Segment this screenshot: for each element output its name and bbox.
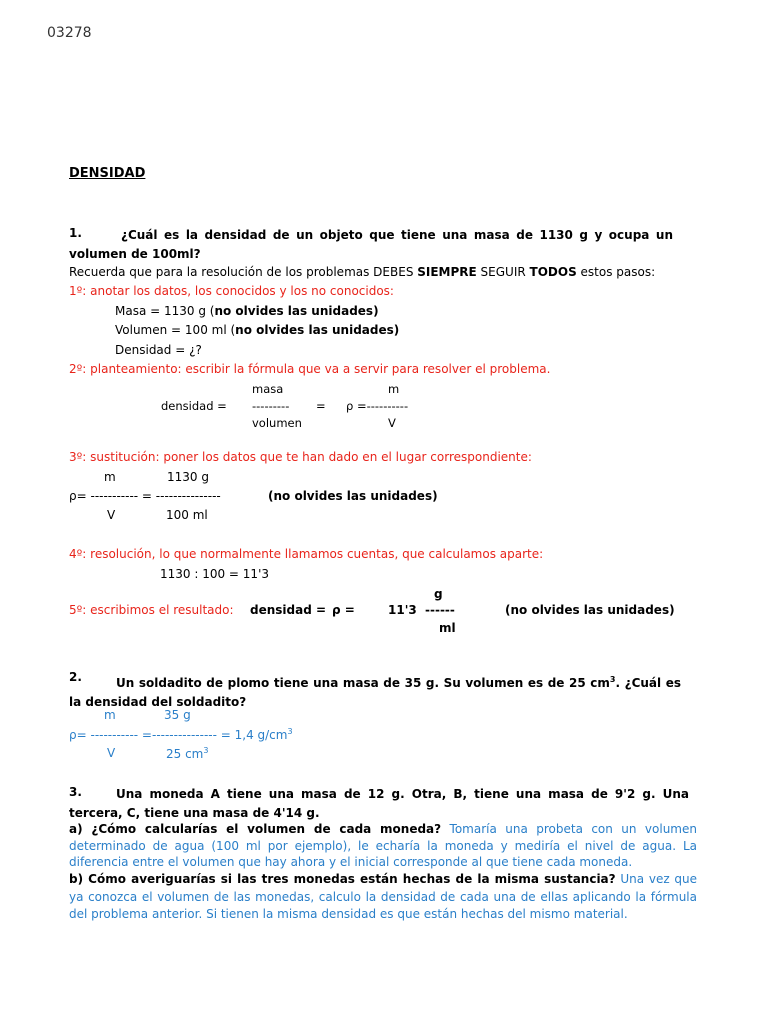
q1-question: ¿Cuál es la densidad de un objeto que tiene una masa de 1130 g y ocupa un volumen de 100ml? <box>69 228 673 261</box>
step3-label: 3º: sustitución: poner los datos que te han dado en el lugar correspondiente: <box>69 450 532 464</box>
sub-100: 100 ml <box>166 508 208 522</box>
result-densidad: densidad = <box>250 603 327 617</box>
sub-1130: 1130 g <box>167 470 209 484</box>
calculation: 1130 : 100 = 11'3 <box>160 567 270 581</box>
q3-question: Una moneda A tiene una masa de 12 g. Otra, B, tiene una masa de 9'2 g. Una tercera, C, tiene una masa de 4'14 g. <box>69 787 689 820</box>
result-fraction-line: ------ <box>425 603 455 617</box>
q3-b-answer: Una vez que ya conozca el volumen de las monedas, calculo la densidad de cada una de ellas aplicando la fórmula del problema anterior. Si tienen la misma densidad es que están hechas del mismo material. <box>69 872 697 921</box>
step4-label: 4º: resolución, lo que normalmente llamamos cuentas, que calculamos aparte: <box>69 547 544 561</box>
q2-v: V <box>107 746 116 760</box>
formula-densidad: densidad = <box>161 399 227 413</box>
step1-label: 1º: anotar los datos, los conocidos y los no conocidos: <box>69 284 394 298</box>
sub-units-note: (no olvides las unidades) <box>268 489 438 503</box>
q2-35g: 35 g <box>164 708 191 722</box>
result-g: g <box>434 587 443 601</box>
q2-m: m <box>104 708 116 722</box>
intro-text-a: Recuerda que para la resolución de los problemas DEBES <box>69 265 418 279</box>
step2-label: 2º: planteamiento: escribir la fórmula que va a servir para resolver el problema. <box>69 362 551 376</box>
sub-v: V <box>107 508 116 522</box>
masa-line <box>115 304 379 318</box>
q2-25cm-sup: 3 <box>203 746 209 755</box>
volumen-text: Volumen = 100 ml ( <box>115 323 236 337</box>
formula-m: m <box>388 382 400 396</box>
intro-siempre: SIEMPRE <box>417 265 477 279</box>
formula-rho: ρ =---------- <box>346 399 409 413</box>
q2-25cm <box>166 746 208 761</box>
q2-question <box>69 670 681 712</box>
q2-text-a: Un soldadito de plomo tiene una masa de 35 g. Su volumen es de 25 cm <box>116 676 610 690</box>
page-title: DENSIDAD <box>69 166 146 181</box>
volumen-units-note: no olvides las unidades) <box>235 323 400 337</box>
intro-todos: TODOS <box>529 265 577 279</box>
q3-part-b <box>69 871 697 924</box>
q1-intro <box>69 265 655 279</box>
q3-b-question: b) Cómo averiguarías si las tres monedas están hechas de la misma sustancia? <box>69 872 616 886</box>
q3-number: 3. <box>69 785 82 799</box>
q3-part-a <box>69 821 697 871</box>
masa-units-note: no olvides las unidades) <box>214 304 379 318</box>
q2-equation-text: ρ= ----------- =--------------- = 1,4 g/cm <box>69 728 288 742</box>
q2-text-b: . ¿Cuál es la densidad del soldadito? <box>69 676 681 709</box>
densidad-unknown: Densidad = ¿? <box>115 343 202 357</box>
formula-equals: = <box>316 399 326 413</box>
formula-volumen: volumen <box>252 416 302 430</box>
masa-text: Masa = 1130 g ( <box>115 304 215 318</box>
q3-a-answer: Tomaría una probeta con un volumen determinado de agua (100 ml por ejemplo), le echaría la moneda y mediría el nivel de agua. La diferencia entre el volumen que hay ahora y el inicial corresponde al que tiene cada moneda. <box>69 822 697 870</box>
formula-masa: masa <box>252 382 284 396</box>
document-id: 03278 <box>47 25 92 41</box>
result-value: 11'3 <box>388 603 417 617</box>
sub-m: m <box>104 470 116 484</box>
result-units-note: (no olvides las unidades) <box>505 603 675 617</box>
step5-label: 5º: escribimos el resultado: <box>69 603 234 617</box>
formula-v: V <box>388 416 396 430</box>
intro-text-c: estos pasos: <box>576 265 656 279</box>
q2-equation-sup: 3 <box>287 727 293 736</box>
q2-text-sup: 3 <box>609 675 616 684</box>
result-rho: ρ = <box>332 603 355 617</box>
intro-text-b: SEGUIR <box>476 265 530 279</box>
q2-25cm-text: 25 cm <box>166 747 204 761</box>
formula-fraction-line: --------- <box>252 399 290 413</box>
q3-a-question: a) ¿Cómo calcularías el volumen de cada moneda? <box>69 822 442 836</box>
q2-number: 2. <box>69 670 82 684</box>
volumen-line <box>115 323 399 337</box>
sub-rho-line: ρ= ----------- = --------------- <box>69 489 221 503</box>
result-ml: ml <box>439 621 456 635</box>
q2-equation <box>69 727 293 742</box>
q1-number: 1. <box>69 226 82 240</box>
